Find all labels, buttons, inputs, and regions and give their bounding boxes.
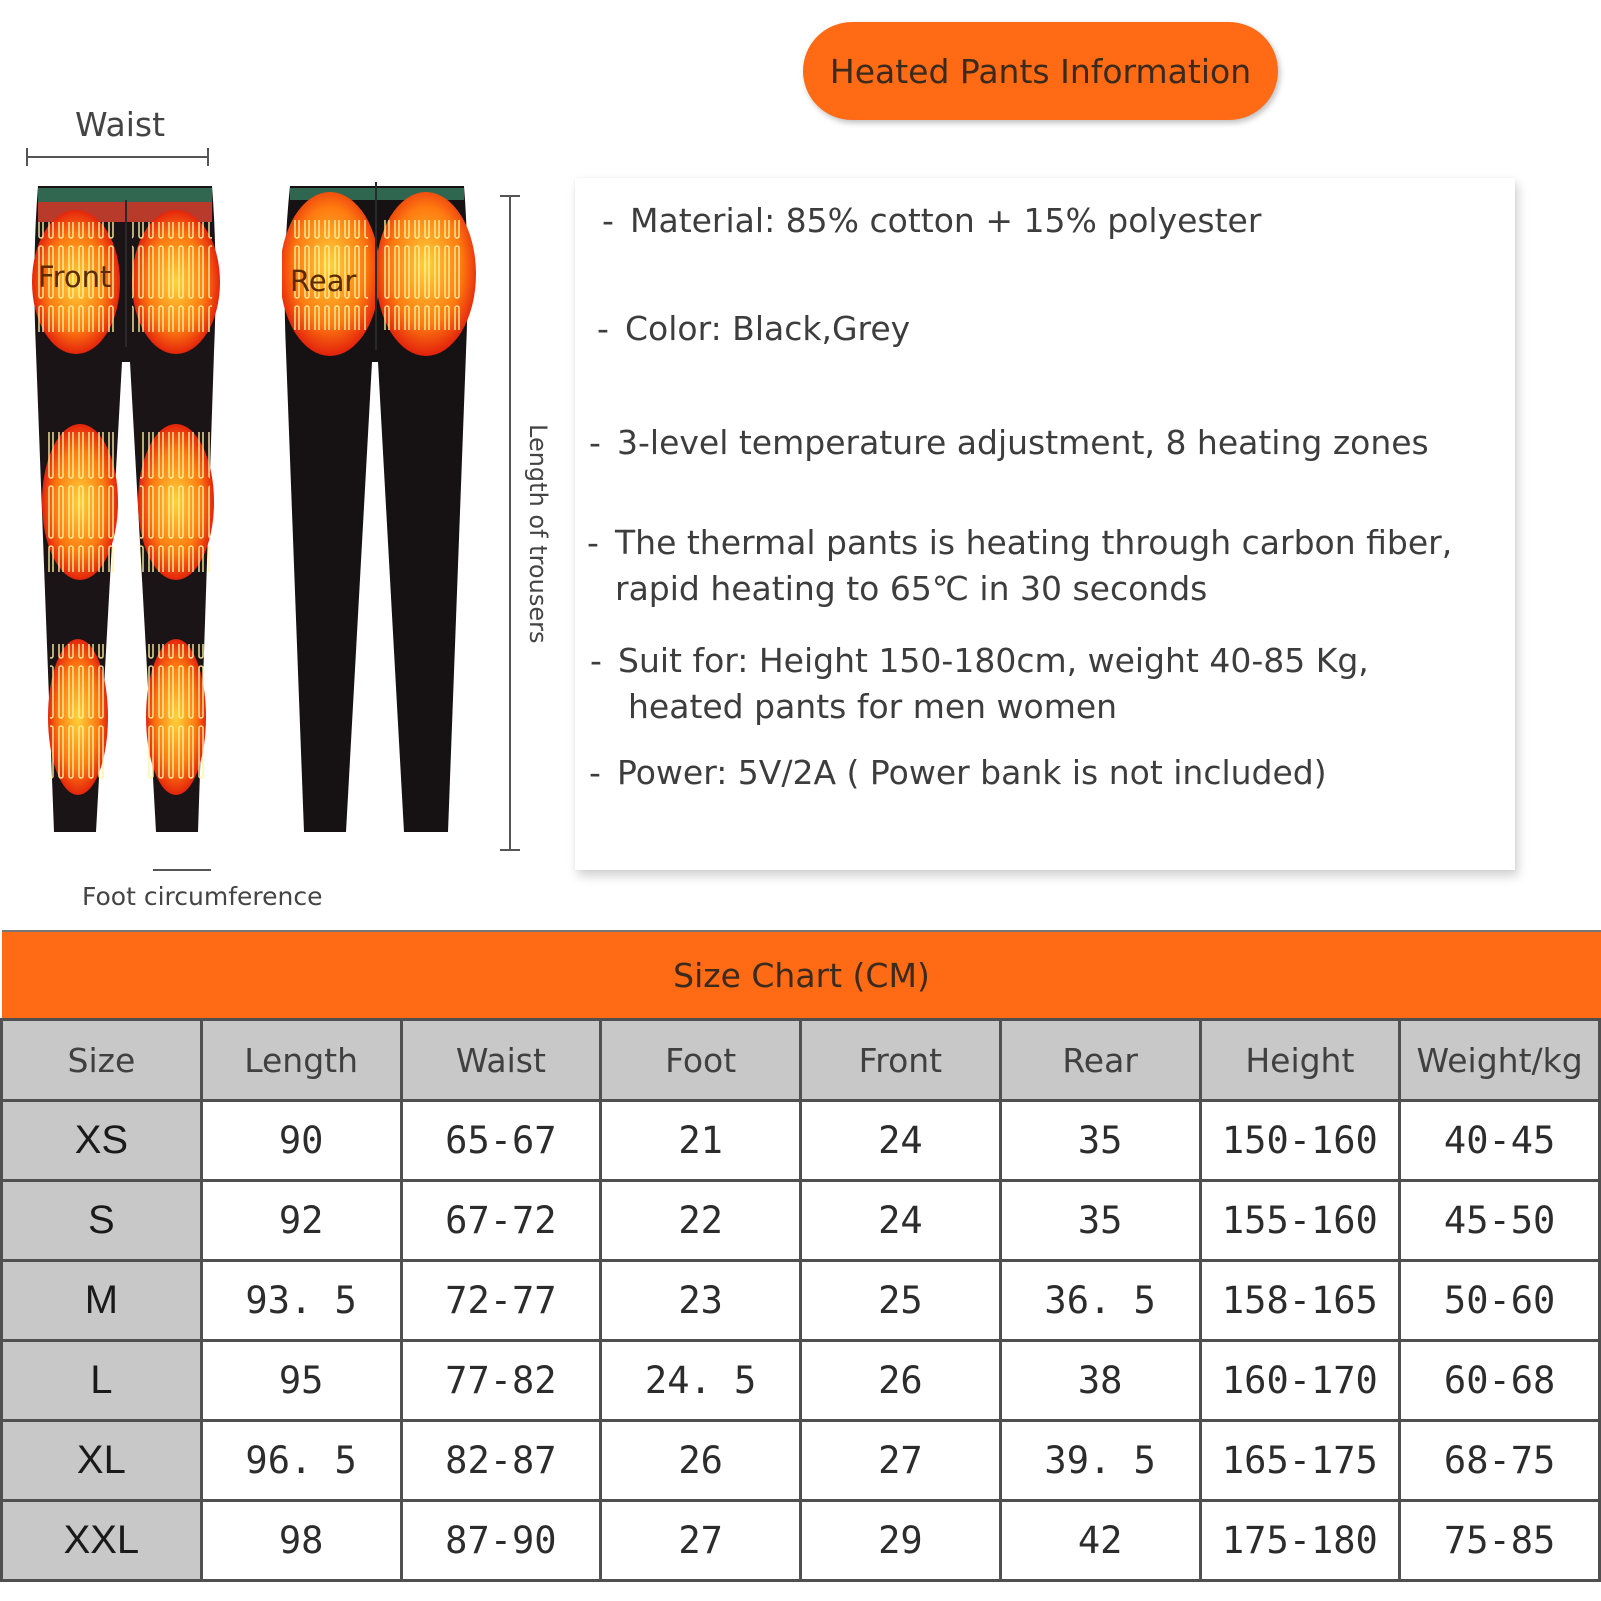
table-cell: 50-60	[1400, 1261, 1600, 1341]
column-header: Size	[2, 1020, 202, 1101]
table-cell: 65-67	[401, 1101, 601, 1181]
info-item-temperature: - 3-level temperature adjustment, 8 heating zones	[589, 423, 1429, 462]
table-cell: 21	[601, 1101, 801, 1181]
info-item-heating: - The thermal pants is heating through carbon fiber, rapid heating to 65℃ in 30 seconds	[587, 523, 1453, 608]
waist-dimension-line	[26, 156, 209, 158]
table-cell: 25	[801, 1261, 1001, 1341]
table-row	[2, 1181, 1600, 1261]
table-cell: 68-75	[1400, 1421, 1600, 1501]
length-label: Length of trousers	[524, 424, 552, 644]
waist-label: Waist	[75, 105, 166, 144]
page-title: Heated Pants Information	[829, 51, 1252, 91]
table-cell: 175-180	[1200, 1501, 1400, 1581]
size-chart-title: Size Chart (CM)	[2, 930, 1601, 1018]
info-item-color: - Color: Black,Grey	[597, 309, 911, 348]
column-header: Height	[1200, 1020, 1400, 1101]
table-cell: 35	[1000, 1181, 1200, 1261]
table-cell: 93. 5	[201, 1261, 401, 1341]
table-cell: 39. 5	[1000, 1421, 1200, 1501]
table-cell: 158-165	[1200, 1261, 1400, 1341]
table-cell: 36. 5	[1000, 1261, 1200, 1341]
size-table	[0, 1018, 1601, 1582]
table-cell: 98	[201, 1501, 401, 1581]
column-header: Weight/kg	[1400, 1020, 1600, 1101]
table-row	[2, 1421, 1600, 1501]
title-badge	[803, 22, 1278, 120]
column-header: Length	[201, 1020, 401, 1101]
table-cell: 92	[201, 1181, 401, 1261]
table-cell: 155-160	[1200, 1181, 1400, 1261]
table-cell: 42	[1000, 1501, 1200, 1581]
size-cell: XXL	[2, 1501, 202, 1581]
table-row	[2, 1341, 1600, 1421]
size-cell: XS	[2, 1101, 202, 1181]
table-cell: 96. 5	[201, 1421, 401, 1501]
table-cell: 40-45	[1400, 1101, 1600, 1181]
table-header-row	[2, 1020, 1600, 1101]
table-cell: 82-87	[401, 1421, 601, 1501]
table-cell: 165-175	[1200, 1421, 1400, 1501]
table-cell: 160-170	[1200, 1341, 1400, 1421]
table-cell: 87-90	[401, 1501, 601, 1581]
column-header: Waist	[401, 1020, 601, 1101]
table-cell: 27	[601, 1501, 801, 1581]
column-header: Front	[801, 1020, 1001, 1101]
table-cell: 23	[601, 1261, 801, 1341]
table-cell: 22	[601, 1181, 801, 1261]
info-item-fit: - Suit for: Height 150-180cm, weight 40-85 Kg, heated pants for men women	[590, 641, 1369, 726]
table-cell: 75-85	[1400, 1501, 1600, 1581]
size-chart	[0, 928, 1601, 1601]
table-cell: 45-50	[1400, 1181, 1600, 1261]
table-cell: 27	[801, 1421, 1001, 1501]
size-cell: S	[2, 1181, 202, 1261]
table-cell: 150-160	[1200, 1101, 1400, 1181]
column-header: Foot	[601, 1020, 801, 1101]
foot-dimension-line	[153, 869, 211, 871]
table-cell: 24	[801, 1181, 1001, 1261]
table-cell: 60-68	[1400, 1341, 1600, 1421]
table-cell: 26	[801, 1341, 1001, 1421]
length-dimension-line	[509, 195, 511, 851]
table-cell: 77-82	[401, 1341, 601, 1421]
table-cell: 67-72	[401, 1181, 601, 1261]
column-header: Rear	[1000, 1020, 1200, 1101]
info-item-power: - Power: 5V/2A ( Power bank is not included)	[589, 753, 1327, 792]
table-row	[2, 1101, 1600, 1181]
table-cell: 24. 5	[601, 1341, 801, 1421]
table-row	[2, 1501, 1600, 1581]
table-cell: 90	[201, 1101, 401, 1181]
table-cell: 26	[601, 1421, 801, 1501]
size-cell: L	[2, 1341, 202, 1421]
size-cell: XL	[2, 1421, 202, 1501]
rear-label: Rear	[290, 264, 357, 298]
table-cell: 29	[801, 1501, 1001, 1581]
table-cell: 35	[1000, 1101, 1200, 1181]
foot-label: Foot circumference	[82, 882, 323, 911]
info-item-material: - Material: 85% cotton + 15% polyester	[602, 201, 1262, 240]
table-row	[2, 1261, 1600, 1341]
front-label: Front	[38, 260, 112, 294]
table-cell: 38	[1000, 1341, 1200, 1421]
table-cell: 72-77	[401, 1261, 601, 1341]
table-cell: 95	[201, 1341, 401, 1421]
table-cell: 24	[801, 1101, 1001, 1181]
size-cell: M	[2, 1261, 202, 1341]
